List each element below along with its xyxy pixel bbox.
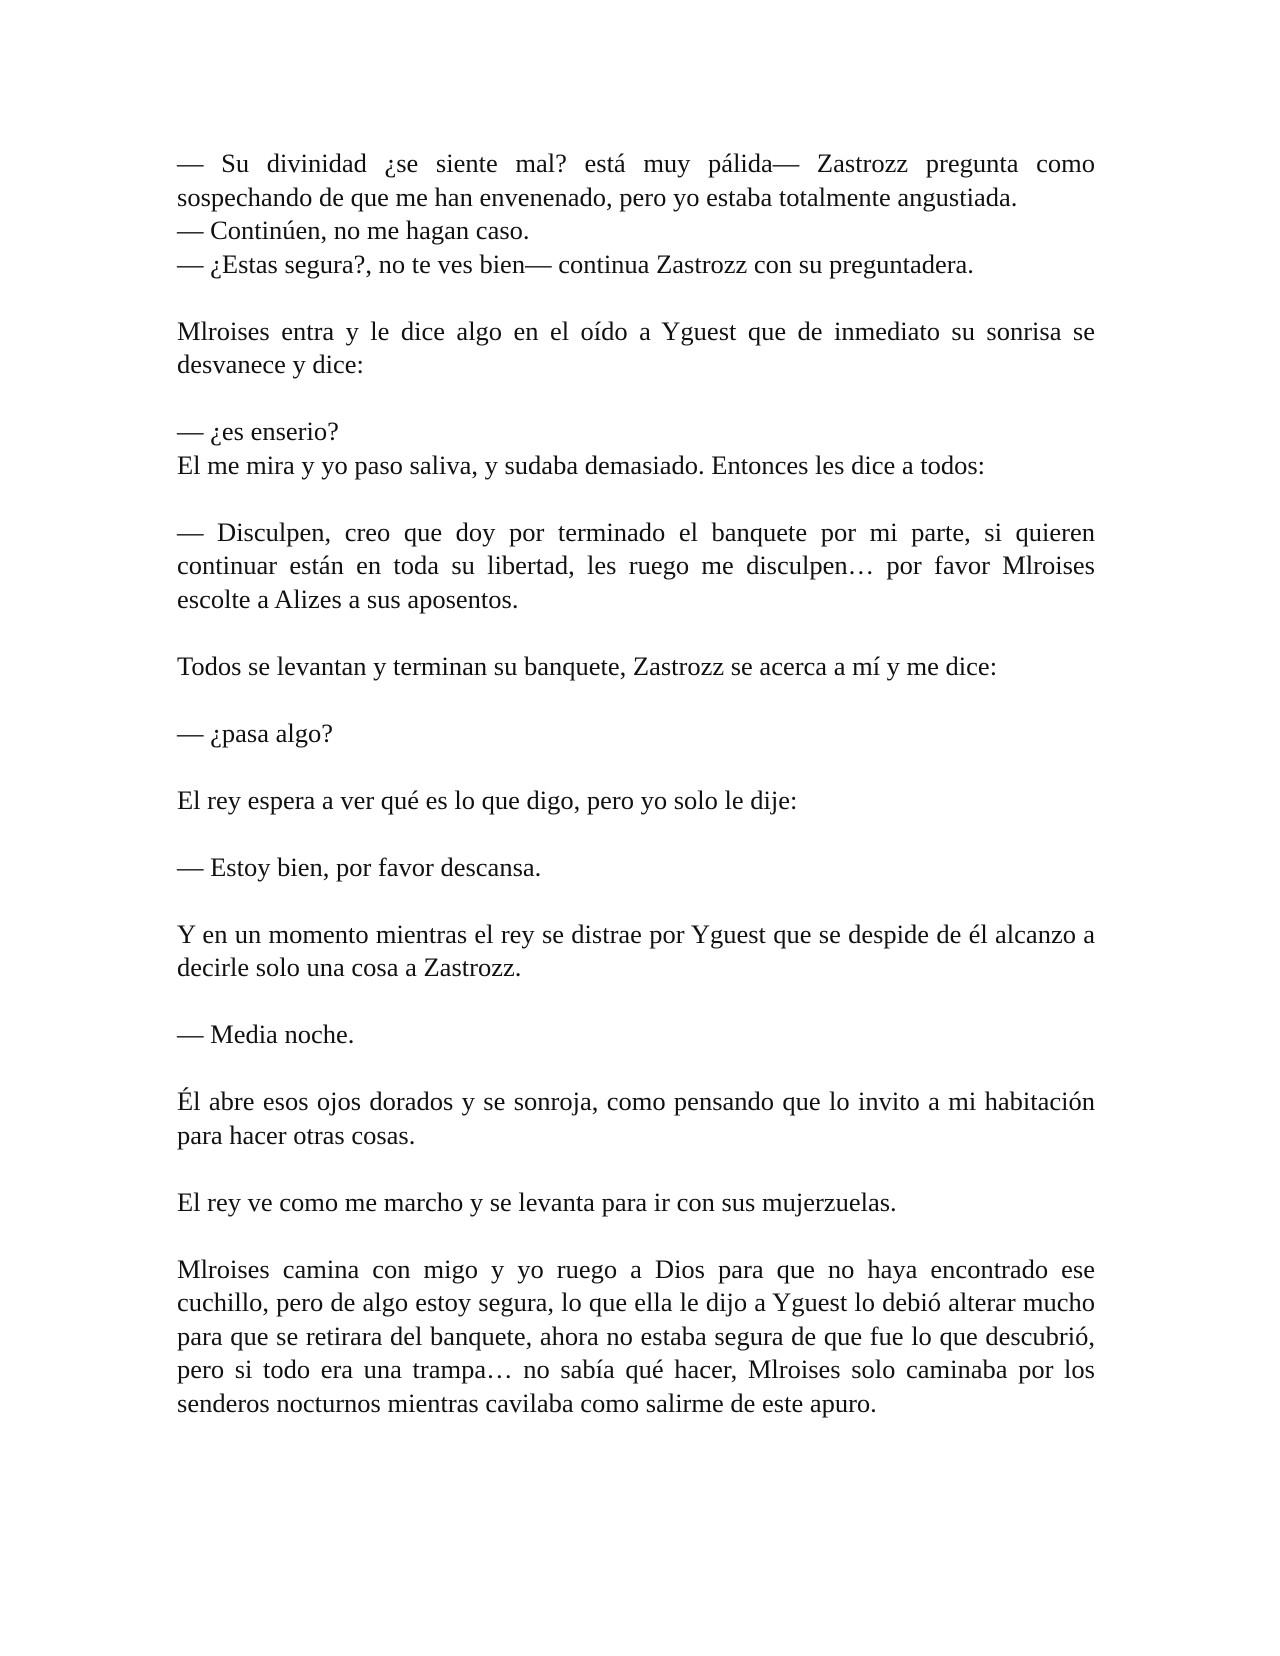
text-line: — Estoy bien, por favor descansa. (177, 851, 542, 882)
text-line: — Disculpen, creo que doy por terminado el banquete por mi parte, si quieren continuar están en toda su libertad, les ruego me disculpen… por favor Mlroises escolte a Alizes a sus aposentos. (177, 516, 1095, 614)
text-line: Mlroises entra y le dice algo en el oído a Yguest que de inmediato su sonrisa se desvanece y dice: (177, 315, 1095, 379)
text-line: Todos se levantan y terminan su banquete, Zastrozz se acerca a mí y me dice: (177, 650, 998, 681)
text-line: Mlroises camina con migo y yo ruego a Dios para que no haya encontrado ese cuchillo, pero de algo estoy segura, lo que ella le dijo a Yguest lo debió alterar mucho para que se retirara del banquete, ahora no estaba segura de que fue lo que descubrió, pero si todo era una trampa… no sabía qué hacer, Mlroises solo caminaba por los senderos nocturnos mientras cavilaba como salirme de este apuro. (177, 1253, 1095, 1418)
text-line: — ¿Estas segura?, no te ves bien— continua Zastrozz con su preguntadera. (177, 248, 974, 279)
text-line: — Continúen, no me hagan caso. (177, 215, 530, 245)
text-line: — Media noche. (177, 1019, 355, 1049)
text-line: Él abre esos ojos dorados y se sonroja, como pensando que lo invito a mi habitación para hacer otras cosas. (177, 1086, 1095, 1150)
paragraph (177, 1253, 1095, 1421)
paragraph (177, 147, 1095, 281)
text-line: El me mira y yo paso saliva, y sudaba demasiado. Entonces les dice a todos: (177, 449, 986, 480)
paragraph (177, 1186, 1095, 1220)
paragraph (177, 516, 1095, 617)
document-body (177, 147, 1095, 1420)
paragraph (177, 1085, 1095, 1152)
paragraph (177, 1018, 1095, 1052)
text-line: — ¿pasa algo? (177, 717, 333, 748)
paragraph (177, 851, 1095, 885)
text-line: El rey espera a ver qué es lo que digo, pero yo solo le dije: (177, 784, 798, 815)
text-line: — Su divinidad ¿se siente mal? está muy pálida— Zastrozz pregunta como sospechando de que me han envenenado, pero yo estaba totalmente angustiada. (177, 148, 1095, 212)
text-line: El rey ve como me marcho y se levanta para ir con sus mujerzuelas. (177, 1186, 897, 1217)
paragraph (177, 315, 1095, 382)
paragraph (177, 650, 1095, 684)
text-line: — ¿es enserio? (177, 416, 339, 446)
paragraph (177, 784, 1095, 818)
paragraph (177, 415, 1095, 482)
paragraph (177, 918, 1095, 985)
text-line: Y en un momento mientras el rey se distrae por Yguest que se despide de él alcanzo a decirle solo una cosa a Zastrozz. (177, 918, 1095, 982)
paragraph (177, 717, 1095, 751)
